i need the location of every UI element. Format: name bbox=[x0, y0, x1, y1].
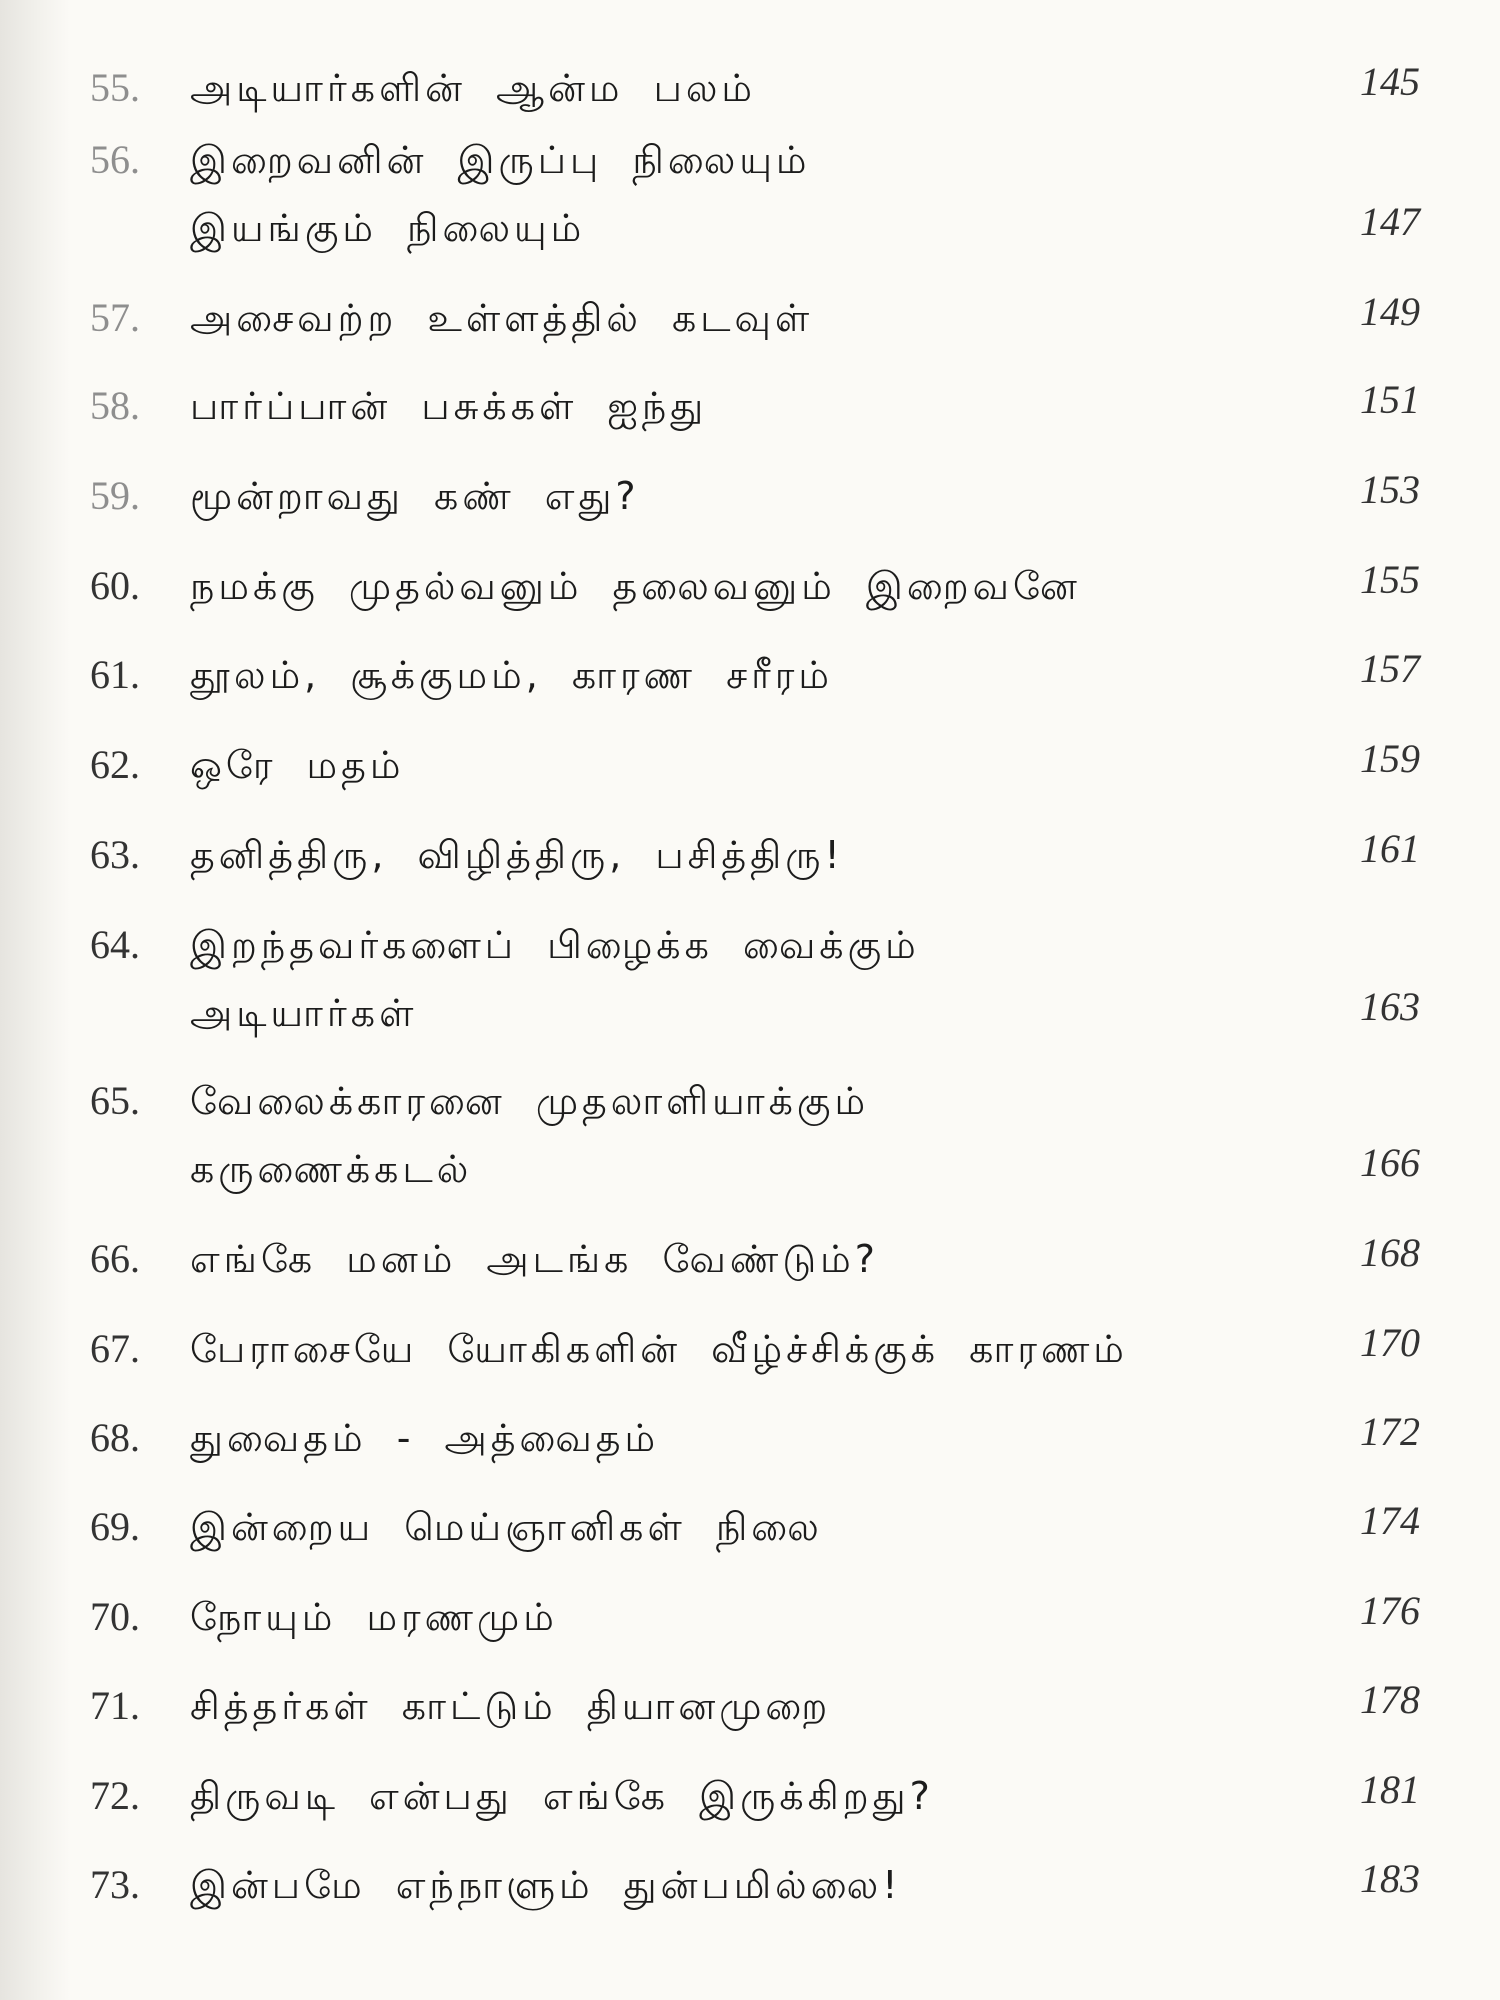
entry-number: 73. bbox=[90, 1862, 140, 1907]
entry-number: 69. bbox=[90, 1504, 140, 1549]
entry-title-line: தூலம், சூக்குமம், காரண சரீரம் bbox=[190, 653, 833, 697]
entry-title-line: நமக்கு முதல்வனும் தலைவனும் இறைவனே bbox=[190, 564, 1081, 608]
entry-title-line: அடியார்களின் ஆன்ம பலம் bbox=[190, 66, 756, 110]
entry-number: 57. bbox=[90, 295, 140, 340]
entry-number: 71. bbox=[90, 1683, 140, 1728]
entry-title-line: பேராசையே யோகிகளின் வீழ்ச்சிக்குக் காரணம் bbox=[190, 1327, 1128, 1371]
entry-title-line: தனித்திரு, விழித்திரு, பசித்திரு! bbox=[190, 833, 844, 877]
entry-page-number: 166 bbox=[1360, 1140, 1420, 1185]
entry-title-line: சித்தர்கள் காட்டும் தியானமுறை bbox=[190, 1684, 832, 1728]
entry-title-line: ஒரே மதம் bbox=[190, 743, 405, 787]
entry-page-number: 155 bbox=[1360, 557, 1420, 602]
entry-title-line: அடியார்கள் bbox=[190, 991, 418, 1035]
entry-page-number: 163 bbox=[1360, 984, 1420, 1029]
entry-number: 59. bbox=[90, 473, 140, 518]
entry-number: 58. bbox=[90, 383, 140, 428]
entry-page-number: 178 bbox=[1360, 1677, 1420, 1722]
entry-page-number: 170 bbox=[1360, 1320, 1420, 1365]
entry-page-number: 176 bbox=[1360, 1588, 1420, 1633]
entry-page-number: 157 bbox=[1360, 646, 1420, 691]
entry-page-number: 181 bbox=[1360, 1767, 1420, 1812]
entry-number: 67. bbox=[90, 1326, 140, 1371]
entry-page-number: 168 bbox=[1360, 1230, 1420, 1275]
entry-title-line: நோயும் மரணமும் bbox=[190, 1595, 558, 1639]
entry-title-line: இறைவனின் இருப்பு நிலையும் bbox=[190, 138, 811, 182]
entry-title-line: திருவடி என்பது எங்கே இருக்கிறது? bbox=[190, 1774, 934, 1818]
entry-number: 55. bbox=[90, 65, 140, 110]
entry-title-line: இன்றைய மெய்ஞானிகள் நிலை bbox=[190, 1505, 823, 1549]
entry-page-number: 147 bbox=[1360, 199, 1420, 244]
entry-number: 62. bbox=[90, 742, 140, 787]
entry-page-number: 183 bbox=[1360, 1856, 1420, 1901]
entry-number: 63. bbox=[90, 832, 140, 877]
entry-page-number: 145 bbox=[1360, 59, 1420, 104]
entry-number: 66. bbox=[90, 1236, 140, 1281]
entry-page-number: 174 bbox=[1360, 1498, 1420, 1543]
entry-page-number: 161 bbox=[1360, 826, 1420, 871]
entry-page-number: 153 bbox=[1360, 467, 1420, 512]
entry-number: 60. bbox=[90, 563, 140, 608]
entry-number: 61. bbox=[90, 652, 140, 697]
entry-title-line: மூன்றாவது கண் எது? bbox=[190, 474, 640, 518]
entry-page-number: 159 bbox=[1360, 736, 1420, 781]
entry-title-line: இன்பமே எந்நாளும் துன்பமில்லை! bbox=[190, 1863, 902, 1907]
entry-number: 70. bbox=[90, 1594, 140, 1639]
entry-number: 65. bbox=[90, 1078, 140, 1123]
entry-title-line: இறந்தவர்களைப் பிழைக்க வைக்கும் bbox=[190, 923, 920, 967]
entry-title-line: வேலைக்காரனை முதலாளியாக்கும் bbox=[190, 1079, 870, 1123]
entry-page-number: 149 bbox=[1360, 289, 1420, 334]
entry-number: 72. bbox=[90, 1773, 140, 1818]
entry-number: 64. bbox=[90, 922, 140, 967]
entry-number: 56. bbox=[90, 137, 140, 182]
entry-page-number: 172 bbox=[1360, 1409, 1420, 1454]
entry-title-line: இயங்கும் நிலையும் bbox=[190, 206, 586, 250]
entry-title-line: பார்ப்பான் பசுக்கள் ஐந்து bbox=[190, 384, 708, 428]
entry-title-line: எங்கே மனம் அடங்க வேண்டும்? bbox=[190, 1237, 879, 1281]
entry-title-line: கருணைக்கடல் bbox=[190, 1147, 473, 1191]
entry-title-line: துவைதம் - அத்வைதம் bbox=[190, 1416, 660, 1460]
entry-page-number: 151 bbox=[1360, 377, 1420, 422]
entry-number: 68. bbox=[90, 1415, 140, 1460]
entry-title-line: அசைவற்ற உள்ளத்தில் கடவுள் bbox=[190, 296, 814, 340]
